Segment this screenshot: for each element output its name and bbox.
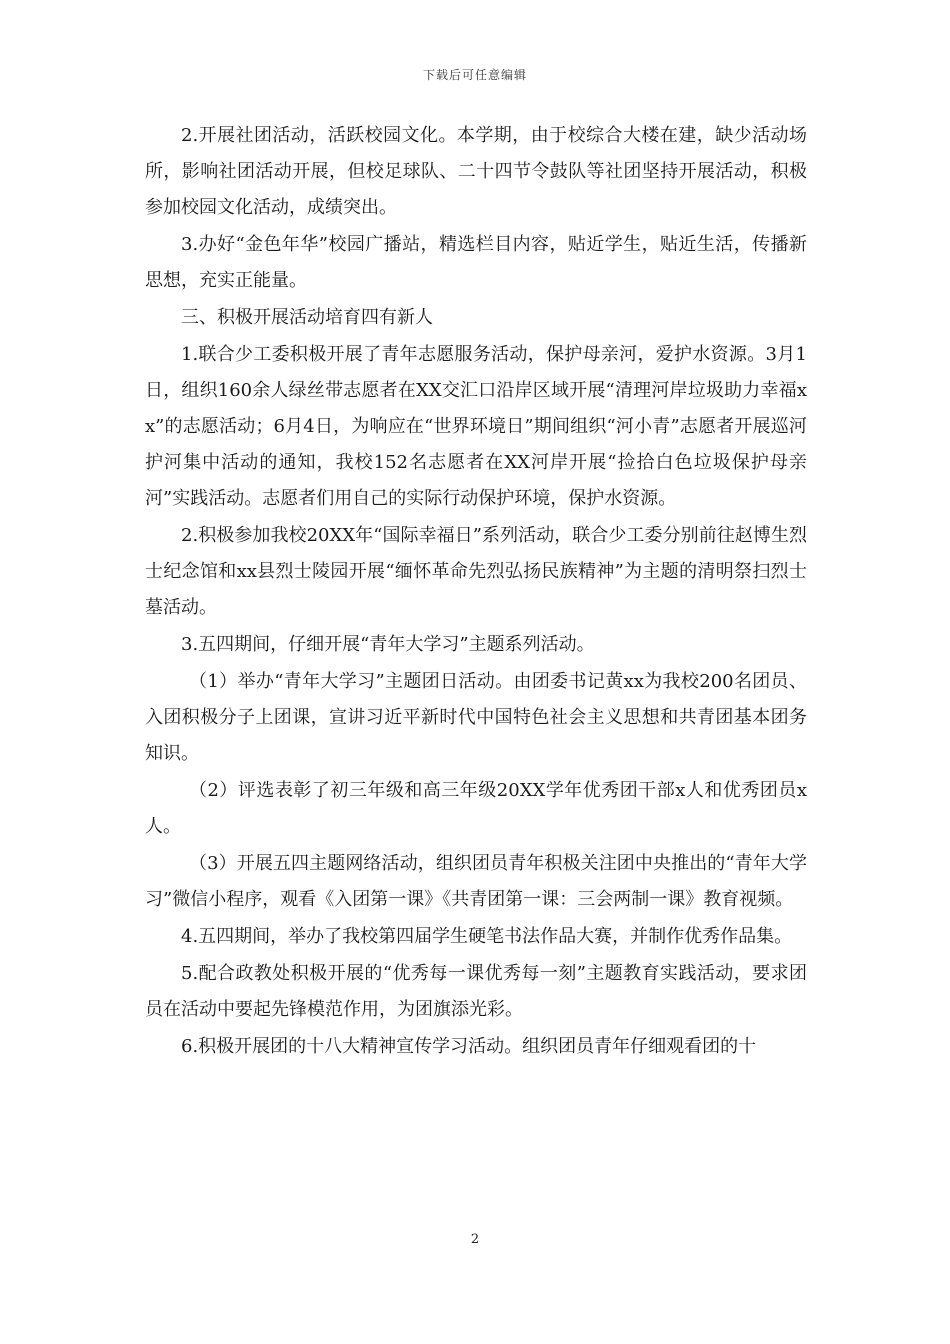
paragraph-volunteer-service: 1.联合少工委积极开展了青年志愿服务活动，保护母亲河，爱护水资源。3月1日，组织160余人绿丝带志愿者在XX交汇口沿岸区域开展“清理河岸垃圾助力幸福xx”的志愿活动；6月4日，为响应在“世界环境日”期间组织“河小青”志愿者开展巡河护河集中活动的通知，我校152名志愿者在XX河岸开展“捡拾白色垃圾保护母亲河”实践活动。志愿者们用自己的实际行动保护环境，保护水资源。 [145,344,807,509]
section-heading-three: 三、积极开展活动培育四有新人 [181,307,433,328]
paragraph-sub-item-2: （2）评选表彰了初三年级和高三年级20XX学年优秀团干部x人和优秀团员x人。 [145,780,807,837]
document-body [145,118,807,1066]
paragraph-happiness-day: 2.积极参加我校20XX年“国际幸福日”系列活动，联合少工委分别前往赵博生烈士纪念馆和xx县烈士陵园开展“缅怀革命先烈弘扬民族精神”为主题的清明祭扫烈士墓活动。 [145,525,807,618]
paragraph-broadcast-station: 3.办好“金色年华”校园广播站，精选栏目内容，贴近学生，贴近生活，传播新思想，充实正能量。 [145,234,807,291]
paragraph-eighteenth-congress: 6.积极开展团的十八大精神宣传学习活动。组织团员青年仔细观看团的十 [181,1036,757,1057]
page-header: 下载后可任意编辑 [422,68,527,82]
paragraph-excellence-campaign: 5.配合政教处积极开展的“优秀每一课优秀每一刻”主题教育实践活动，要求团员在活动中要起先锋模范作用，为团旗添光彩。 [145,963,807,1020]
paragraph-club-activities: 2.开展社团活动，活跃校园文化。本学期，由于校综合大楼在建，缺少活动场所，影响社团活动开展，但校足球队、二十四节令鼓队等社团坚持开展活动，积极参加校园文化活动，成绩突出。 [145,125,807,218]
paragraph-sub-item-1: （1）举办“青年大学习”主题团日活动。由团委书记黄xx为我校200名团员、入团积极分子上团课，宣讲习近平新时代中国特色社会主义思想和共青团基本团务知识。 [145,671,807,764]
paragraph-sub-item-3: （3）开展五四主题网络活动，组织团员青年积极关注团中央推出的“青年大学习”微信小程序，观看《入团第一课》《共青团第一课：三会两制一课》教育视频。 [145,853,807,910]
paragraph-calligraphy-contest: 4.五四期间，举办了我校第四届学生硬笔书法作品大赛，并制作优秀作品集。 [181,926,793,947]
page-number: 2 [470,1232,480,1247]
paragraph-may-fourth: 3.五四期间，仔细开展“青年大学习”主题系列活动。 [181,634,595,655]
